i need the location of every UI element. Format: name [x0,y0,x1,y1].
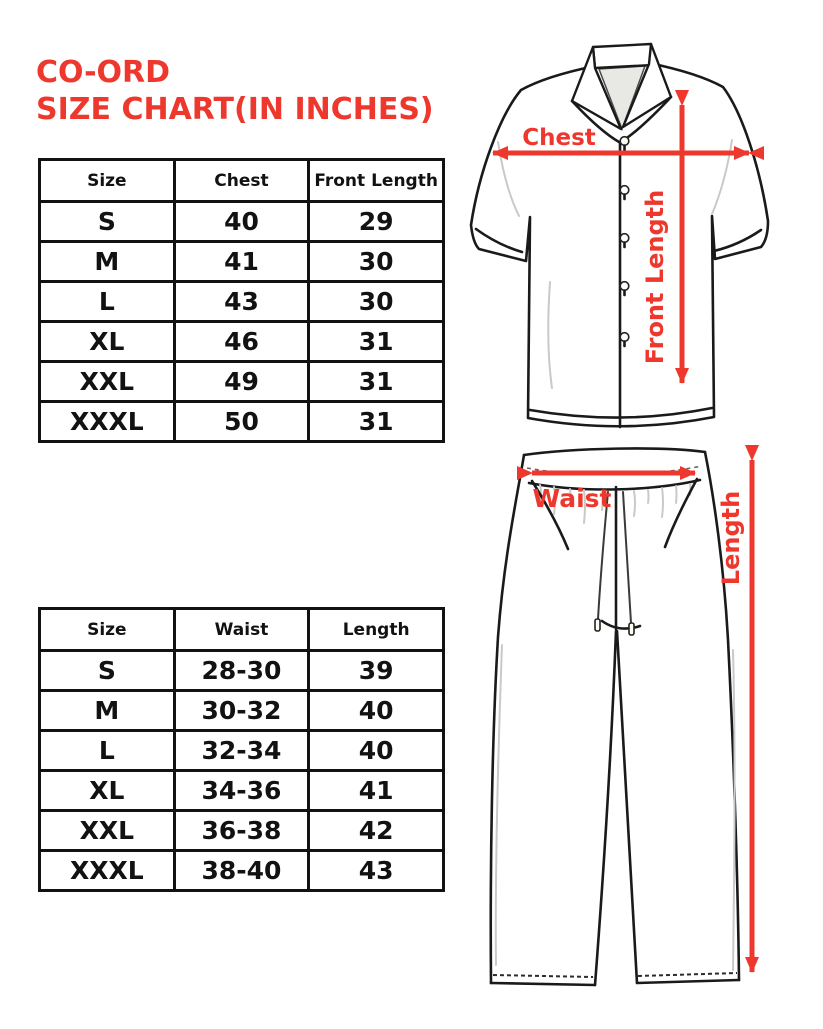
table-cell: XL [40,322,175,362]
table-row [40,282,444,322]
table-cell: 43 [174,282,309,322]
table-cell: 41 [309,771,444,811]
table-cell: 28-30 [174,651,309,691]
table-cell: 40 [309,731,444,771]
table-row [40,851,444,891]
column-header: Waist [174,609,309,651]
pants-diagram [462,435,807,1005]
table-row [40,771,444,811]
column-header: Chest [174,160,309,202]
table-cell: XXXL [40,851,175,891]
pants-table-header-row [40,609,444,651]
table-cell: 43 [309,851,444,891]
table-cell: 40 [174,202,309,242]
table-row [40,691,444,731]
table-cell: 50 [174,402,309,442]
shirt-diagram [462,30,807,435]
table-cell: XL [40,771,175,811]
table-row [40,731,444,771]
table-cell: 46 [174,322,309,362]
waist-measure-label: Waist [532,484,612,513]
table-row [40,651,444,691]
table-cell: 39 [309,651,444,691]
table-cell: 40 [309,691,444,731]
table-cell: 31 [309,362,444,402]
shirt-table-header-row [40,160,444,202]
table-cell: M [40,242,175,282]
table-cell: S [40,651,175,691]
table-cell: 36-38 [174,811,309,851]
title-line-2: SIZE CHART(IN INCHES) [36,92,434,127]
table-row [40,322,444,362]
table-cell: 29 [309,202,444,242]
table-cell: 30 [309,242,444,282]
table-cell: 38-40 [174,851,309,891]
table-cell: XXXL [40,402,175,442]
table-cell: 42 [309,811,444,851]
length-measure-label: Length [717,490,745,586]
front-length-measure-label: Front Length [641,189,669,365]
column-header: Size [40,609,175,651]
table-cell: 49 [174,362,309,402]
title-line-1: CO-ORD [36,55,171,90]
table-cell: 31 [309,402,444,442]
chest-measure-label: Chest [522,125,596,151]
table-row [40,242,444,282]
column-header: Front Length [309,160,444,202]
table-cell: L [40,731,175,771]
column-header: Length [309,609,444,651]
table-cell: S [40,202,175,242]
pants-size-table [38,607,445,892]
column-header: Size [40,160,175,202]
table-cell: 30 [309,282,444,322]
table-cell: 41 [174,242,309,282]
table-row [40,202,444,242]
table-cell: 30-32 [174,691,309,731]
shirt-table-body [40,202,444,442]
table-cell: 34-36 [174,771,309,811]
table-row [40,402,444,442]
table-row [40,811,444,851]
table-cell: L [40,282,175,322]
pants-table-body [40,651,444,891]
table-cell: XXL [40,811,175,851]
table-row [40,362,444,402]
table-cell: XXL [40,362,175,402]
shirt-size-table [38,158,445,443]
table-cell: 32-34 [174,731,309,771]
table-cell: M [40,691,175,731]
page-title [36,54,434,128]
table-cell: 31 [309,322,444,362]
